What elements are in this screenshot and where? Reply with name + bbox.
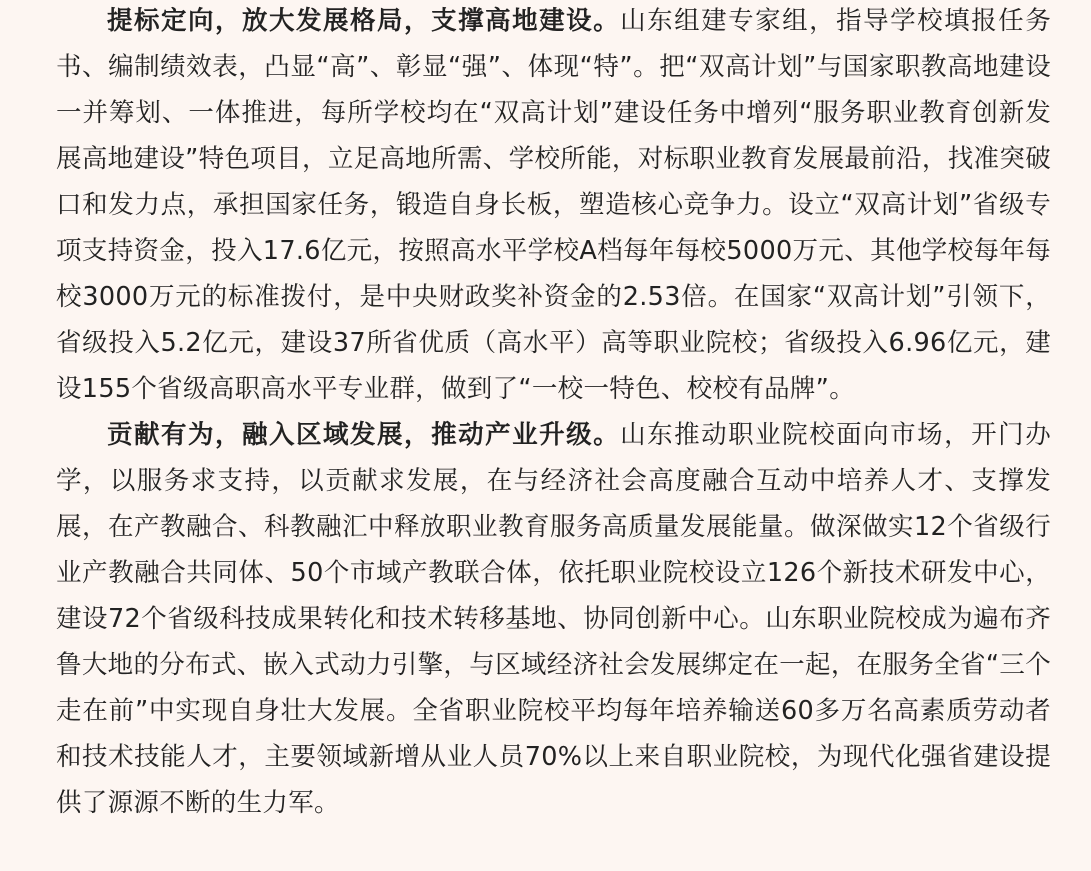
article-paragraph-1 <box>56 0 1051 412</box>
paragraph-1-lead-sentence: 提标定向，放大发展格局，支撑高地建设。 <box>107 6 621 36</box>
article-paragraph-2 <box>56 412 1051 826</box>
paragraph-1-body: 山东组建专家组，指导学校填报任务书、编制绩效表，凸显“高”、彰显“强”、体现“特”。把“双高计划”与国家职教高地建设一并筹划、一体推进，每所学校均在“双高计划”建设任务中增列“服务职业教育创新发展高地建设”特色项目，立足高地所需、学校所能，对标职业教育发展最前沿，找准突破口和发力点，承担国家任务，锻造自身长板，塑造核心竞争力。设立“双高计划”省级专项支持资金，投入17.6亿元，按照高水平学校A档每年每校5000万元、其他学校每年每校3000万元的标准拨付，是中央财政奖补资金的2.53倍。在国家“双高计划”引领下，省级投入5.2亿元，建设37所省优质（高水平）高等职业院校；省级投入6.96亿元，建设155个省级高职高水平专业群，做到了“一校一特色、校校有品牌”。 <box>56 6 1051 404</box>
paragraph-2-body: 山东推动职业院校面向市场，开门办学，以服务求支持，以贡献求发展，在与经济社会高度融合互动中培养人才、支撑发展，在产教融合、科教融汇中释放职业教育服务高质量发展能量。做深做实12个省级行业产教融合共同体、50个市域产教联合体，依托职业院校设立126个新技术研发中心，建设72个省级科技成果转化和技术转移基地、协同创新中心。山东职业院校成为遍布齐鲁大地的分布式、嵌入式动力引擎，与区域经济社会发展绑定在一起，在服务全省“三个走在前”中实现自身壮大发展。全省职业院校平均每年培养输送60多万名高素质劳动者和技术技能人才，主要领域新增从业人员70%以上来自职业院校，为现代化强省建设提供了源源不断的生力军。 <box>56 420 1051 818</box>
paragraph-2-lead-sentence: 贡献有为，融入区域发展，推动产业升级。 <box>107 420 621 450</box>
